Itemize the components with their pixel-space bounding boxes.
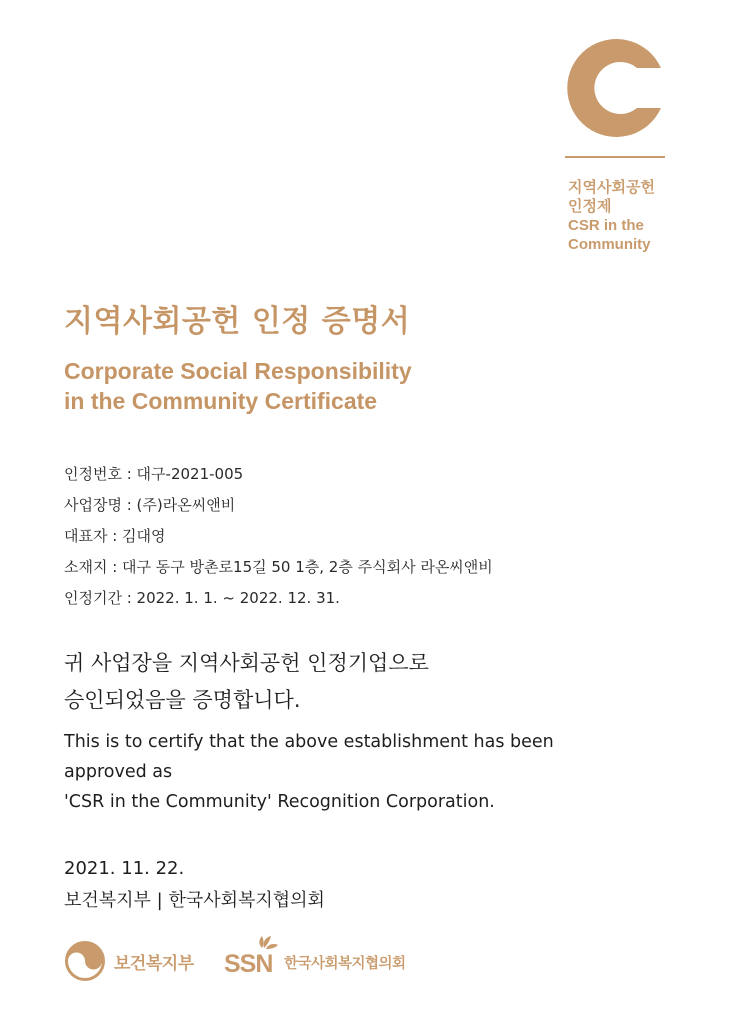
info-period: 인정기간 : 2022. 1. 1. ~ 2022. 12. 31. (64, 589, 340, 607)
svg-text:SSN: SSN (224, 950, 273, 976)
logo-text (568, 178, 718, 254)
info-business-name: 사업장명 : (주)라온씨앤비 (64, 496, 236, 514)
certificate-info (64, 459, 664, 614)
statement-korean (64, 645, 684, 719)
statement-korean-line: 귀 사업장을 지역사회공헌 인정기업으로 (64, 651, 429, 675)
issue-date: 2021. 11. 22. (64, 858, 185, 879)
issuers: 보건복지부 | 한국사회복지협의회 (64, 890, 325, 911)
ssn-logo-icon (224, 934, 284, 976)
taegeuk-emblem-icon (64, 940, 106, 982)
statement-english-line: approved as (64, 762, 173, 782)
info-address: 소재지 : 대구 동구 방촌로15길 50 1층, 2층 주식회사 라온씨앤비 (64, 558, 493, 576)
logo-line: 인정제 (568, 198, 612, 215)
logo-divider (565, 156, 665, 158)
csr-c-icon (565, 38, 665, 138)
statement-english (64, 727, 684, 817)
statement-english-line: This is to certify that the above establishment has been (64, 732, 554, 752)
certificate-title-korean: 지역사회공헌 인정 증명서 (64, 304, 411, 339)
statement-korean-line: 승인되었음을 증명합니다. (64, 688, 301, 712)
mohw-label: 보건복지부 (114, 954, 194, 974)
ssn-label: 한국사회복지협의회 (284, 956, 406, 972)
logo-line: Community (568, 236, 651, 253)
title-english-line: Corporate Social Responsibility (64, 358, 412, 384)
logo-line: CSR in the (568, 217, 644, 234)
issue-block (64, 853, 664, 917)
logo-line: 지역사회공헌 (568, 179, 655, 196)
title-english-line: in the Community Certificate (64, 388, 378, 414)
certificate-title-english (64, 356, 544, 416)
info-representative: 대표자 : 김대영 (64, 527, 166, 545)
statement-english-line: 'CSR in the Community' Recognition Corporation. (64, 792, 495, 812)
info-certification-number: 인정번호 : 대구-2021-005 (64, 465, 244, 483)
